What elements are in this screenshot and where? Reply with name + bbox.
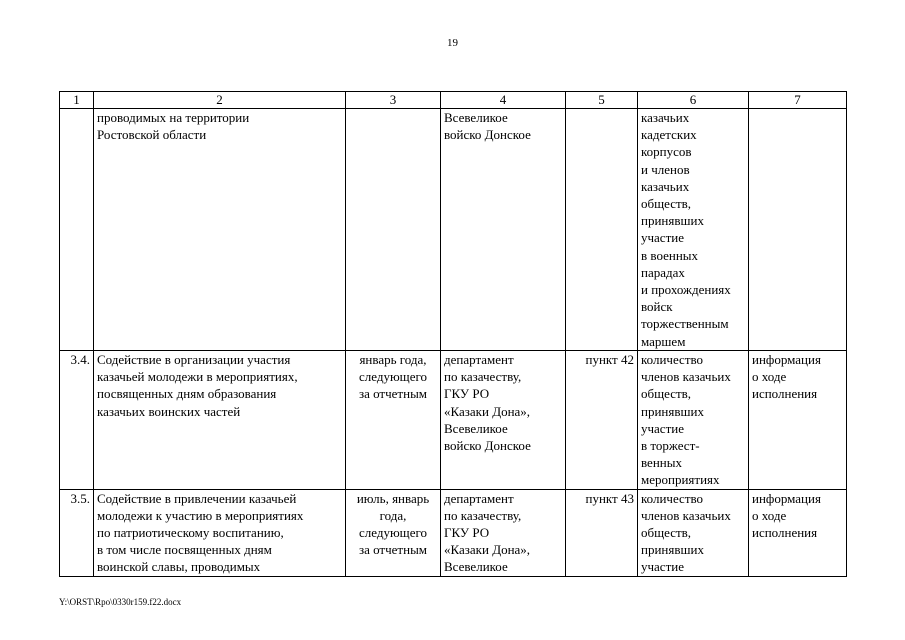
cell-line: о ходе	[752, 369, 787, 385]
cell-line: года,	[379, 507, 407, 523]
cell-line: маршем	[641, 333, 686, 349]
cell-line: принявших	[641, 213, 704, 229]
cell-line: следующего	[359, 369, 427, 385]
plan-table	[59, 91, 847, 577]
cell-line: ГКУ РО	[444, 525, 490, 541]
cell-line: посвященных дням образования	[97, 386, 277, 402]
cell-line: обществ,	[641, 196, 692, 212]
item-cell: пункт 43	[566, 489, 638, 576]
header-cell: 6	[638, 92, 749, 109]
cell-line: членов казачьих	[641, 507, 731, 523]
cell-line: воинской славы, проводимых	[97, 559, 261, 575]
cell-line: департамент	[444, 352, 514, 367]
cell-line: в торжест-	[641, 438, 700, 454]
cell-line: Ростовской области	[97, 127, 207, 143]
cell-line: участие	[641, 559, 684, 575]
cell-line: казачьих воинских частей	[97, 403, 241, 419]
cell-line: следующего	[359, 525, 427, 541]
cell-line: департамент	[444, 490, 514, 506]
deadline-cell	[346, 489, 441, 576]
row-number-cell: 3.5.	[60, 489, 94, 576]
item-cell: пункт 42	[566, 351, 638, 490]
cell-line: Содействие в привлечении казачьей	[97, 490, 297, 506]
cell-line: по казачеству,	[444, 369, 522, 385]
cell-line: парадах	[641, 264, 685, 280]
indicator-cell	[638, 489, 749, 576]
cell-line: молодежи к участию в мероприятиях	[97, 507, 304, 523]
cell-line: «Казаки Дона»,	[444, 542, 531, 558]
cell-line: венных	[641, 455, 682, 471]
table-row	[60, 489, 847, 576]
cell-line: за отчетным	[358, 386, 428, 402]
cell-line: торжественным	[641, 316, 729, 332]
table-row	[60, 109, 847, 351]
report-cell	[749, 351, 847, 490]
cell-line: казачьих	[641, 178, 690, 194]
report-cell	[749, 489, 847, 576]
cell-line: Всевеликое	[444, 110, 508, 125]
table-row	[60, 351, 847, 490]
cell-line: ГКУ РО	[444, 386, 490, 402]
responsible-cell	[441, 489, 566, 576]
cell-line: Всевеликое	[444, 420, 508, 436]
cell-line: проводимых на территории	[97, 110, 250, 125]
cell-line: за отчетным	[358, 542, 428, 558]
indicator-cell	[638, 109, 749, 351]
cell-line: войско Донское	[444, 438, 531, 454]
cell-line: Всевеликое	[444, 559, 508, 575]
cell-line: по патриотическому воспитанию,	[97, 525, 284, 541]
cell-line: казачьих	[641, 110, 690, 125]
cell-line: корпусов	[641, 144, 692, 160]
cell-line: кадетских	[641, 127, 697, 143]
cell-line: Содействие в организации участия	[97, 352, 291, 367]
cell-line: войско Донское	[444, 127, 531, 143]
event-cell	[94, 489, 346, 576]
cell-line: исполнения	[752, 525, 818, 541]
cell-line: обществ,	[641, 386, 692, 402]
deadline-cell	[346, 351, 441, 490]
cell-line: количество	[641, 352, 704, 367]
cell-line: в том числе посвященных дням	[97, 542, 272, 558]
cell-line: и членов	[641, 161, 690, 177]
cell-line: январь года,	[359, 352, 427, 367]
header-cell: 4	[441, 92, 566, 109]
cell-line: членов казачьих	[641, 369, 731, 385]
cell-line: войск	[641, 299, 673, 315]
cell-line: принявших	[641, 542, 704, 558]
cell-line: июль, январь	[356, 490, 430, 506]
cell-line: по казачеству,	[444, 507, 522, 523]
cell-line: принявших	[641, 403, 704, 419]
cell-line: информация	[752, 490, 821, 506]
header-cell: 5	[566, 92, 638, 109]
indicator-cell	[638, 351, 749, 490]
deadline-cell	[346, 109, 441, 351]
cell-line: участие	[641, 230, 684, 246]
cell-line: мероприятиях	[641, 472, 720, 488]
file-path: Y:\ORST\Rpo\0330r159.f22.docx	[59, 597, 182, 607]
event-cell	[94, 351, 346, 490]
cell-line: о ходе	[752, 507, 787, 523]
responsible-cell	[441, 351, 566, 490]
cell-line: информация	[752, 352, 821, 367]
cell-line: казачьей молодежи в мероприятиях,	[97, 369, 298, 385]
event-cell	[94, 109, 346, 351]
row-number-cell	[60, 109, 94, 351]
cell-line: количество	[641, 490, 704, 506]
table-header-row	[60, 92, 847, 109]
cell-line: участие	[641, 420, 684, 436]
header-cell: 2	[94, 92, 346, 109]
page-number: 19	[447, 37, 458, 49]
item-cell	[566, 109, 638, 351]
header-cell: 1	[60, 92, 94, 109]
cell-line: исполнения	[752, 386, 818, 402]
report-cell	[749, 109, 847, 351]
cell-line: в военных	[641, 247, 699, 263]
cell-line: «Казаки Дона»,	[444, 403, 531, 419]
row-number-cell: 3.4.	[60, 351, 94, 490]
header-cell: 3	[346, 92, 441, 109]
cell-line: и прохождениях	[641, 282, 731, 298]
header-cell: 7	[749, 92, 847, 109]
responsible-cell	[441, 109, 566, 351]
cell-line: обществ,	[641, 525, 692, 541]
